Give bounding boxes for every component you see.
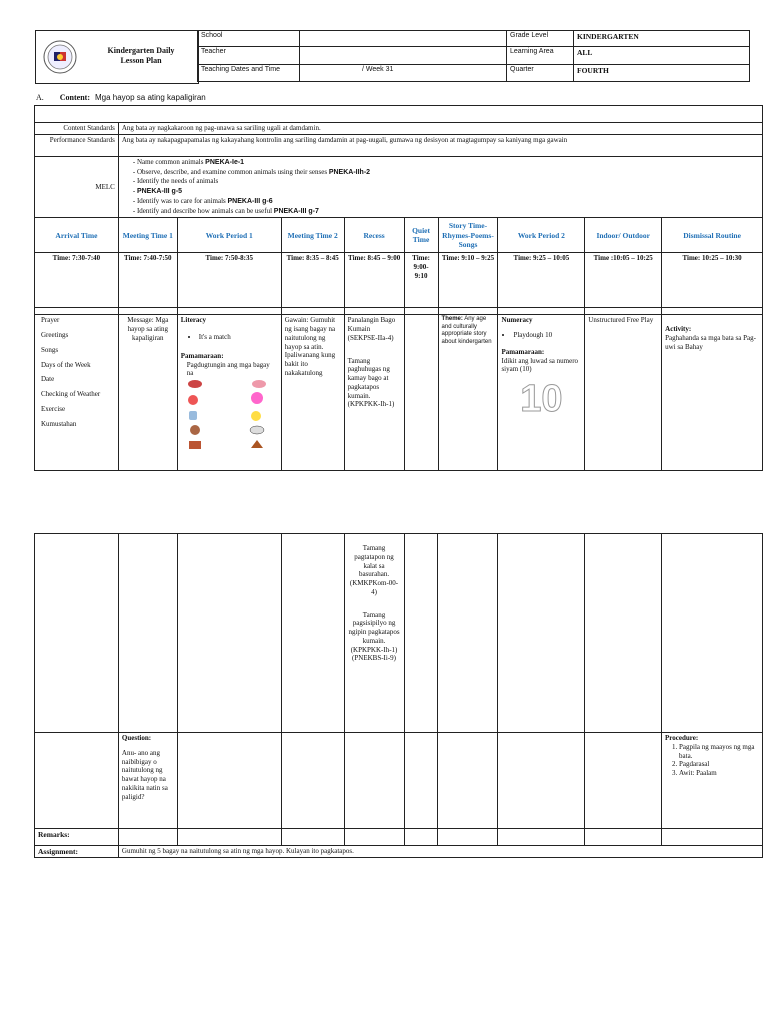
procedure-label: Procedure: <box>665 734 699 742</box>
numeracy-activity: • Playdough 10 <box>513 331 581 340</box>
column-header: Work Period 2 <box>498 218 585 253</box>
melc-item <box>133 197 759 207</box>
melc-item <box>133 168 759 178</box>
melc-text: Observe, describe, and examine common animals using their senses <box>136 167 329 176</box>
content-value: Mga hayop sa ating kapaligiran <box>95 93 206 102</box>
column-header: Work Period 1 <box>177 218 281 253</box>
time-cell: Time: 9:25 – 10:05 <box>498 253 585 308</box>
numeracy-method-label: Pamamaraan: <box>501 347 545 356</box>
recess-cell <box>344 315 404 471</box>
doc-title-line2: Lesson Plan <box>120 55 162 65</box>
melc-item <box>133 207 759 217</box>
recess-handwashing: Tamang paghuhugas ng kamay bago at pagkatapos kumain. (KPKPKK-Ih-1) <box>347 356 395 409</box>
header-box <box>35 30 199 84</box>
melc-text: Identify the needs of animals <box>136 177 219 186</box>
arrival-activity: Days of the Week <box>41 360 91 369</box>
meeting2-cell: Gawain: Gumuhit ng isang bagay na naitutulong ng hayop sa atin. Ipaliwanang kung bakit ito nakakatulong <box>281 315 344 471</box>
dismissal-activity: Paghahanda sa mga bata sa Pag-uwi sa Bahay <box>665 334 756 351</box>
performance-standards-label: Performance Standards <box>35 134 119 156</box>
melc-item <box>133 177 759 187</box>
melc-label: MELC <box>35 156 119 218</box>
school-label: School <box>198 31 300 47</box>
meeting1-cell <box>118 315 177 471</box>
column-header: Arrival Time <box>35 218 119 253</box>
question-cell <box>118 733 177 829</box>
work-period1-cell <box>177 315 281 471</box>
literacy-title: Literacy <box>180 316 207 325</box>
grade-level-value: KINDERGARTEN <box>574 31 750 47</box>
recess-toothbrushing: Tamang pagsisipilyo ng ngipin pagkatapos kumain. (KPKPKK-Ih-1) (PNEKBS-Ii-9) <box>348 610 400 663</box>
time-cell: Time: 8:45 – 9:00 <box>344 253 404 308</box>
column-header: Meeting Time 2 <box>281 218 344 253</box>
performance-standards-value: Ang bata ay nakapagpapamalas ng kakayahang kontrolin ang sariling damdamin at pag-uugali, gumawa ng desisyon at magtagumpay sa kaniyang mga gawain <box>118 134 762 156</box>
story-theme: Any age and culturally appropriate story about kindergarten <box>441 316 492 345</box>
learning-area-label: Learning Area <box>507 47 574 64</box>
arrival-activity: Exercise <box>41 404 66 413</box>
melc-item <box>133 158 759 168</box>
time-cell: Time: 7:50-8:35 <box>177 253 281 308</box>
melc-text: Name common animals <box>136 157 206 166</box>
question-text: Anu- ano ang naibibigay o naitutulong ng bawat hayop na nakikita natin sa paligid? <box>121 748 168 801</box>
recess-trash: Tamang pagtatapon ng kalat sa basurahan. (KMKPKom-00-4) <box>349 544 399 596</box>
procedure-step: 1. Pagpila ng maayos ng mga bata. <box>679 743 759 761</box>
procedure-step: 2. Pagdarasal <box>679 760 759 769</box>
recess-prayer: Panalangin Bago Kumain (SEKPSE-IIa-4) <box>347 316 396 342</box>
literacy-method: Pagdugtungin ang mga bagay na <box>186 360 270 378</box>
content-label: Content: <box>59 93 90 102</box>
recess-cell-continued <box>344 534 404 733</box>
story-time-cell <box>438 315 498 471</box>
column-header: Story Time-Rhymes-Poems-Songs <box>438 218 498 253</box>
melc-item <box>133 187 759 197</box>
literacy-method-label: Pamamaraan: <box>180 351 224 360</box>
indoor-outdoor-cell: Unstructured Free Play <box>585 315 662 471</box>
arrival-activity: Kumustahan <box>41 419 77 428</box>
column-header: Recess <box>344 218 404 253</box>
learning-area-value: ALL <box>574 47 750 64</box>
arrival-activity: Date <box>41 375 55 384</box>
deped-seal-icon <box>43 40 77 74</box>
dismissal-cell <box>662 315 763 471</box>
column-header: Quiet Time <box>404 218 438 253</box>
time-cell: Time: 7:40-7:50 <box>118 253 177 308</box>
schedule-time-row <box>35 253 763 308</box>
arrival-activity: Greetings <box>41 331 69 339</box>
melc-text: Identify and describe how animals can be useful <box>136 206 274 215</box>
numeracy-title: Numeracy <box>501 316 533 325</box>
melc-code: PNEKA-III g-7 <box>273 207 319 215</box>
remarks-label: Remarks: <box>35 829 119 846</box>
content-standards-label: Content Standards <box>35 123 119 135</box>
lesson-plan-table-continued <box>34 533 763 858</box>
assignment-value: Gumuhit ng 5 bagay na naitutulong sa atin ng mga hayop. Kulayan ito pagkatapos. <box>118 846 762 858</box>
assignment-label: Assignment: <box>35 846 119 858</box>
column-header: Dismissal Routine <box>662 218 763 253</box>
melc-code: PNEKA-III g-5 <box>136 188 183 195</box>
content-line <box>36 93 206 102</box>
blank-row <box>35 106 763 123</box>
teacher-label: Teacher <box>198 47 300 64</box>
time-cell: Time :10:05 – 10:25 <box>585 253 662 308</box>
time-cell: Time: 9:10 – 9:25 <box>438 253 498 308</box>
quarter-value: FOURTH <box>574 64 750 81</box>
content-standards-value: Ang bata ay nagkakaroon ng pag-unawa sa sariling ugali at damdamin. <box>118 123 762 135</box>
matching-animals-image <box>181 378 271 453</box>
time-cell: Time: 8:35 – 8:45 <box>281 253 344 308</box>
time-cell: Time: 9:00-9:10 <box>404 253 438 308</box>
time-cell: Time: 7:30-7:40 <box>35 253 119 308</box>
teaching-dates-value: / Week 31 <box>300 64 507 81</box>
header-info-table <box>197 30 750 82</box>
doc-title-line1: Kindergarten Daily <box>107 46 175 55</box>
activities-row <box>35 315 763 471</box>
quarter-label: Quarter <box>507 64 574 81</box>
column-header: Indoor/ Outdoor <box>585 218 662 253</box>
work-period2-cell <box>498 315 585 471</box>
grade-level-label: Grade Level <box>507 31 574 47</box>
melc-list <box>118 156 762 218</box>
question-label: Question: <box>121 734 152 742</box>
numeracy-method: Idikit ang luwad sa numero siyam (10) <box>501 356 579 374</box>
time-cell: Time: 10:25 – 10:30 <box>662 253 763 308</box>
arrival-activity: Checking of Weather <box>41 390 101 398</box>
teaching-dates-label: Teaching Dates and Time <box>198 64 300 81</box>
procedure-cell <box>662 733 763 829</box>
school-value <box>300 31 507 47</box>
schedule-header-row <box>35 218 763 253</box>
melc-text: Identify was to care for animals <box>136 196 228 205</box>
literacy-activity: • It's a match <box>199 333 278 342</box>
procedure-step: 3. Awit: Paalam <box>679 769 759 778</box>
melc-code: PNEKA-III g-6 <box>227 197 273 205</box>
teacher-value <box>300 47 507 64</box>
story-theme-label: Theme: <box>441 316 463 323</box>
lesson-plan-table <box>34 105 763 471</box>
arrival-activity: Songs <box>41 345 59 354</box>
melc-code: PNEKA-Ie-1 <box>205 158 245 166</box>
melc-code: PNEKA-IIh-2 <box>328 168 371 176</box>
arrival-activities <box>35 315 119 471</box>
meeting1-message: Message: Mga hayop sa ating kapaligiran <box>127 316 169 342</box>
content-letter: A. <box>36 93 44 102</box>
number-ten-graphic: 10 <box>520 378 563 420</box>
arrival-activity: Prayer <box>41 316 60 325</box>
quiet-time-cell <box>404 315 438 471</box>
dismissal-activity-label: Activity: <box>665 325 692 334</box>
column-header: Meeting Time 1 <box>118 218 177 253</box>
